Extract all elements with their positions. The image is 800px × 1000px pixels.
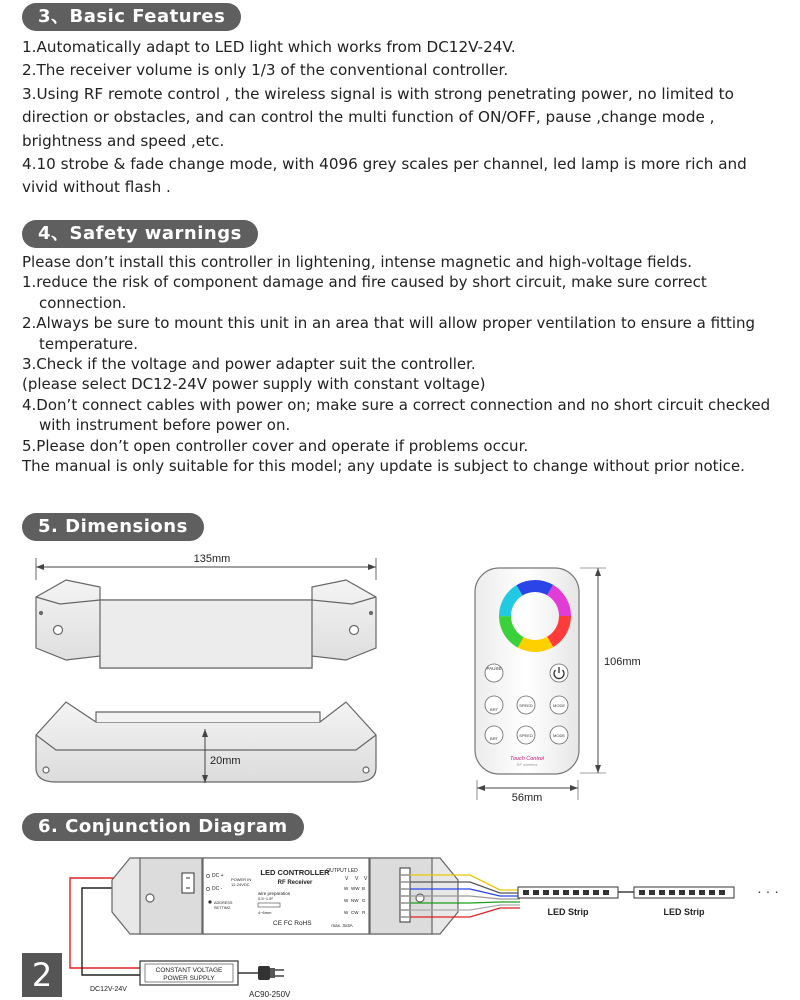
dc-input-label: DC12V-24V bbox=[90, 986, 127, 993]
pause-label: PAUSE bbox=[486, 666, 502, 671]
dc-minus-label: DC - bbox=[212, 886, 223, 892]
power-in-label: POWER IN bbox=[231, 877, 252, 882]
led-strip-1 bbox=[518, 887, 618, 898]
safety-footer: The manual is only suitable for this model; any update is subject to change without prior notice. bbox=[22, 457, 745, 476]
feature-item: 3.Using RF remote control , the wireless signal is with strong penetrating power, no limited to direction or obstacles, and can control the multi function of ON/OFF, pause ,change mode , brightness and speed ,etc. bbox=[22, 84, 734, 150]
controller-top-view bbox=[36, 580, 376, 668]
channel-label: B bbox=[362, 886, 366, 891]
controller-subtitle: RF Receiver bbox=[277, 880, 313, 886]
channel-label: W bbox=[344, 898, 349, 903]
output-led-label: OUTPUT LED bbox=[326, 868, 358, 874]
feature-item: 2.The receiver volume is only 1/3 of the conventional controller. bbox=[22, 61, 509, 80]
feature-item: 4.10 strobe & fade change mode, with 4096 grey scales per channel, led lamp is more rich and vivid without flash . bbox=[22, 155, 747, 197]
led-strip-2 bbox=[634, 887, 734, 898]
power-supply-label: CONSTANT VOLTAGE bbox=[155, 967, 223, 974]
remote-width-label: 56mm bbox=[511, 792, 543, 804]
power-supply-label: POWER SUPPLY bbox=[163, 975, 215, 982]
channel-label: NW bbox=[351, 898, 359, 903]
channel-label: WW bbox=[351, 886, 360, 891]
section-header-dimensions: 5. Dimensions bbox=[22, 513, 204, 541]
v-label: V bbox=[355, 876, 359, 882]
section-header-basic-features: 3、Basic Features bbox=[22, 3, 241, 31]
brt-down-button bbox=[485, 726, 503, 744]
safety-item: 2.Always be sure to mount this unit in an area that will allow proper ventilation to ensure a fitting temperature. bbox=[22, 314, 756, 353]
certification-marks: CE FC RoHS bbox=[273, 920, 312, 927]
remote-height-label: 106mm bbox=[604, 656, 641, 668]
address-label: ADDRESS bbox=[214, 901, 233, 905]
channel-label: W bbox=[344, 886, 349, 891]
basic-features-list bbox=[22, 36, 778, 200]
controller-title: LED CONTROLLER bbox=[260, 868, 330, 877]
remote-control bbox=[475, 568, 579, 774]
safety-item: 1.reduce the risk of component damage and fire caused by short circuit, make sure correct connection. bbox=[22, 273, 707, 312]
dimensions-drawing bbox=[0, 545, 800, 810]
height-label: 20mm bbox=[210, 755, 241, 767]
controller-side-view bbox=[36, 702, 376, 782]
setting-label: SETTING bbox=[214, 906, 231, 910]
remote-height-dimension-line bbox=[580, 568, 606, 773]
v-label: V bbox=[345, 876, 349, 882]
v-label: V bbox=[364, 876, 368, 882]
safety-item: 5.Please don’t open controller cover and operate if problems occur. bbox=[22, 436, 529, 455]
brt-label: BRT bbox=[490, 736, 498, 741]
channel-label: R bbox=[362, 910, 366, 915]
speed-label: SPEED bbox=[519, 733, 533, 738]
safety-item: 4.Don’t connect cables with power on; make sure a correct connection and no short circuit checked with instrument before power on. bbox=[22, 395, 771, 435]
dc-plus-label: DC + bbox=[212, 873, 224, 879]
conjunction-diagram bbox=[0, 845, 800, 1000]
section-header-conjunction-diagram: 6. Conjunction Diagram bbox=[22, 813, 304, 841]
wire-preparation-label: wire preparation bbox=[258, 891, 291, 896]
wire-size-label: 0.5~1.5² bbox=[258, 896, 273, 901]
rf-wireless-label: RF wireless bbox=[516, 762, 538, 767]
max-current-label: max. 3x3A bbox=[331, 923, 353, 928]
section-header-safety-warnings: 4、Safety warnings bbox=[22, 220, 258, 248]
power-in-voltage: 12-24VDC bbox=[231, 882, 250, 887]
ac-input-label: AC90-250V bbox=[249, 990, 291, 999]
channel-label: G bbox=[362, 898, 366, 903]
led-strip-label: LED Strip bbox=[663, 907, 705, 917]
strip-length-label: 4~6mm bbox=[258, 910, 272, 915]
safety-note: (please select DC12-24V power supply with constant voltage) bbox=[22, 375, 486, 394]
channel-label: W bbox=[344, 910, 349, 915]
safety-item: 3.Check if the voltage and power adapter suit the controller. bbox=[22, 355, 476, 374]
touch-control-label: Touch Control bbox=[509, 756, 545, 762]
safety-intro: Please don’t install this controller in lightening, intense magnetic and high-voltage fields. bbox=[22, 253, 693, 271]
mode-label: MODE bbox=[553, 733, 565, 738]
ac-plug-icon bbox=[258, 966, 284, 980]
input-terminal bbox=[182, 873, 194, 893]
channel-label: CW bbox=[351, 910, 359, 915]
output-terminal bbox=[400, 868, 410, 922]
feature-item: 1.Automatically adapt to LED light which works from DC12V-24V. bbox=[22, 38, 516, 56]
length-label: 135mm bbox=[193, 553, 231, 565]
page-number: 2 bbox=[22, 953, 62, 997]
safety-warnings-list bbox=[22, 252, 778, 476]
brt-label: BRT bbox=[490, 707, 498, 712]
mode-label: MODE bbox=[553, 703, 565, 708]
led-strip-label: LED Strip bbox=[547, 907, 589, 917]
speed-label: SPEED bbox=[519, 703, 533, 708]
continuation-dots: · · · bbox=[757, 883, 779, 899]
